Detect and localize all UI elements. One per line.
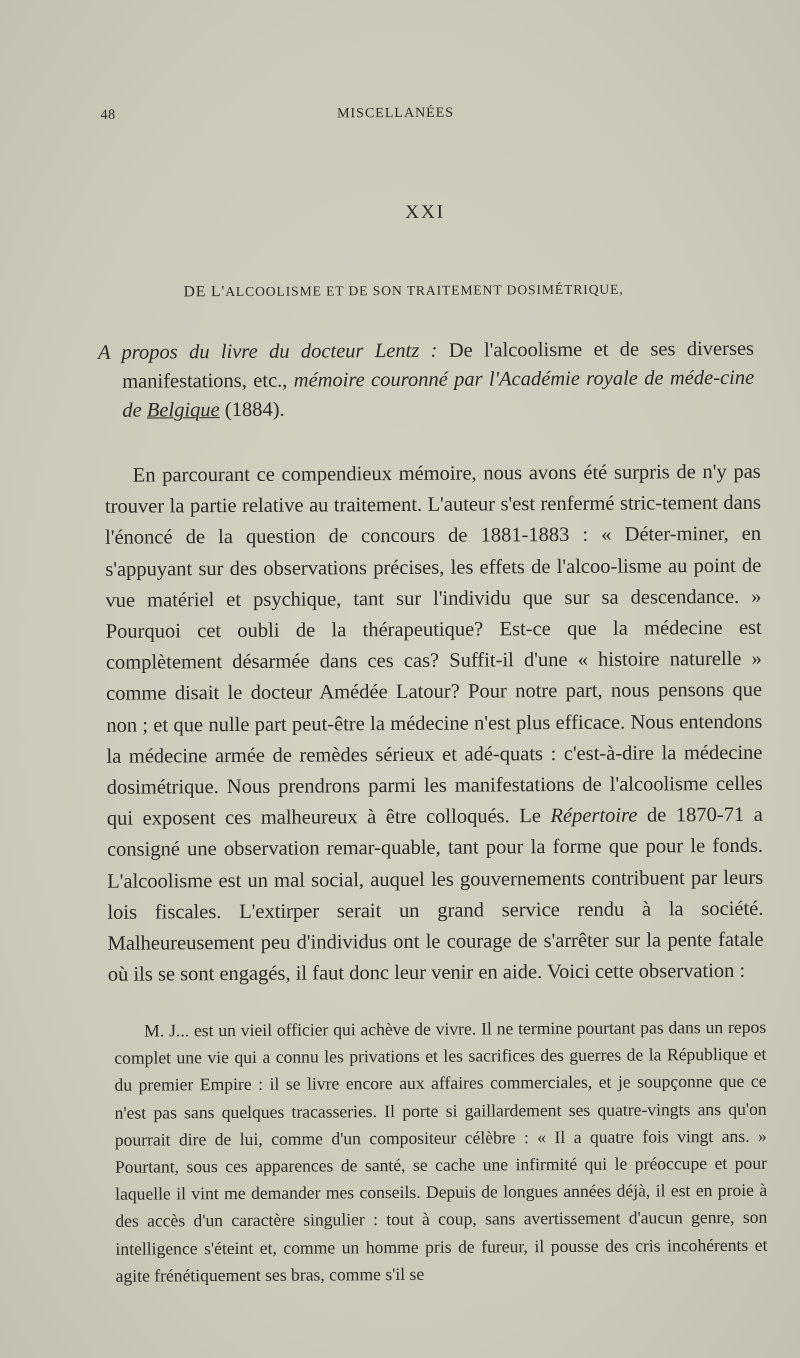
chapter-title-lead: DE L' bbox=[183, 283, 226, 301]
page-number: 48 bbox=[100, 107, 116, 123]
page-header bbox=[101, 104, 691, 132]
chapter-title bbox=[184, 280, 684, 301]
body-italic-repertoire: Répertoire bbox=[550, 804, 638, 828]
chapter-subtitle bbox=[98, 335, 755, 426]
intro-plain-4: (1884). bbox=[219, 398, 285, 422]
intro-plain-1: De l'alcoolisme et de ses diverses manifestations, etc., bbox=[122, 337, 755, 393]
body-part-1: En parcourant ce compendieux mémoire, nous avons été surpris de n'y pas trouver la partie relative au traitement. L'auteur s'est renfermé stric-tement dans l'énoncé de la question de concours de 1881-1883 : « Déter-miner, en s'appuyant sur des observations précises, les effets de l'alcoo-lisme au point de vue matériel et psychique, tant sur l'individu que sur sa descendance. » Pourquoi cet oubli de la thérapeutique? Est-ce que la médecine est complètement désarmée dans ces cas? Suffit-il d'une « histoire naturelle » comme disait le docteur Amédée Latour? Pour notre part, nous pensons que non ; et que nulle part peut-être la médecine n'est plus efficace. Nous entendons la médecine armée de remèdes sérieux et adé-quats : c'est-à-dire la médecine dosimétrique. Nous prendrons parmi les manifestations de l'alcoolisme celles qui exposent ces malheureux à être colloqués. Le bbox=[104, 460, 763, 831]
observation-paragraph: M. J... est un vieil officier qui achève de vivre. Il ne termine pourtant pas dans un repos complet une vie qui a connu les privations et les sacrifices des guerres de la République et du premier Empire : il se livre encore aux affaires commerciales, et je soupçonne que ce n'est pas sans quelques tracasseries. Il porte si gaillardement ses quatre-vingts ans qu'on pourrait dire de lui, comme d'un compositeur célèbre : « Il a quatre fois vingt ans. » Pourtant, sous ces apparences de santé, se cache une infirmité qui le préoccupe et pour laquelle il vint me demander mes conseils. Depuis de longues années déjà, il est en proie à des accès d'un caractère singulier : tout à coup, sans avertissement d'aucun genre, son intelligence s'éteint et, comme un homme pris de fureur, il pousse des cris incohérents et agite frénétiquement ses bras, comme s'il se bbox=[114, 1016, 768, 1286]
chapter-title-rest: ALCOOLISME ET DE SON TRAITEMENT DOSIMÉTRIQUE, bbox=[225, 281, 624, 300]
running-title: MISCELLANÉES bbox=[337, 105, 455, 122]
intro-italic-2: mémoire couronné par l'Académie royale de méde-cine de bbox=[122, 366, 755, 422]
chapter-number: XXI bbox=[405, 201, 446, 223]
intro-italic-3: Belgique bbox=[146, 399, 220, 422]
body-paragraph bbox=[105, 457, 764, 991]
body-part-2: de 1870-71 a consigné une observation remar-quable, tant pour la forme que pour le fonds. L'alcoolisme est un mal social, auquel les gouvernements contribuent par leurs lois fiscales. L'extirper serait un grand service rendu à la société. Malheureusement peu d'individus ont le courage de s'arrêter sur la pente fatale où ils se sont engagés, il faut donc leur venir en aide. Voici cette observation : bbox=[106, 804, 764, 987]
intro-italic-lead: A propos du livre du docteur Lentz : bbox=[97, 339, 438, 364]
